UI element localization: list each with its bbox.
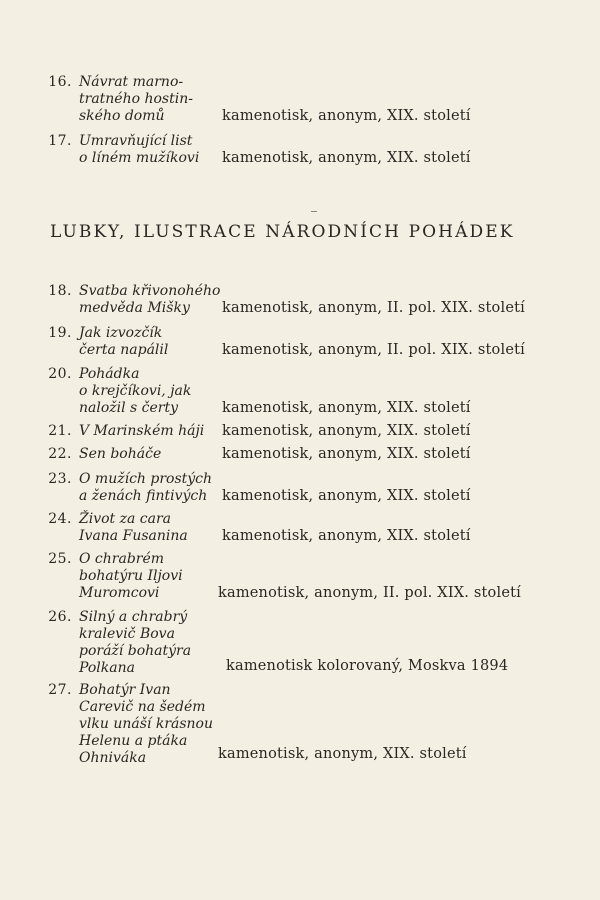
title-line: O chrabrém bbox=[79, 551, 165, 567]
title-line: Muromcovi bbox=[79, 585, 160, 601]
title-line: Umravňující list bbox=[79, 133, 193, 149]
title-line: o krejčíkovi, jak bbox=[79, 383, 192, 399]
entry-title bbox=[79, 325, 168, 359]
title-line: Carevič na šedém bbox=[79, 699, 206, 715]
entry-title bbox=[79, 366, 191, 417]
entry-description: kamenotisk, anonym, XIX. století bbox=[222, 150, 471, 166]
entry-description: kamenotisk, anonym, XIX. století bbox=[222, 423, 471, 439]
entry-description: kamenotisk, anonym, XIX. století bbox=[222, 446, 471, 462]
entry-description: kamenotisk, anonym, XIX. století bbox=[222, 528, 471, 544]
decorative-dash bbox=[311, 211, 317, 212]
title-line: o líném mužíkovi bbox=[79, 150, 200, 166]
section-heading: LUBKY, ILUSTRACE NÁRODNÍCH POHÁDEK bbox=[50, 222, 515, 242]
entry-number: 17. bbox=[48, 133, 72, 149]
title-line: kralevič Bova bbox=[79, 626, 175, 642]
entry-title bbox=[79, 609, 191, 677]
title-line: Návrat marno- bbox=[79, 74, 184, 90]
entry-title bbox=[79, 682, 213, 767]
entry-description: kamenotisk, anonym, XIX. století bbox=[222, 488, 471, 504]
entry-number: 20. bbox=[48, 366, 72, 382]
title-line: Sen boháče bbox=[79, 446, 162, 462]
title-line: poráží bohatýra bbox=[79, 643, 192, 659]
title-line: ského domů bbox=[79, 108, 165, 124]
title-line: bohatýru Iljovi bbox=[79, 568, 183, 584]
title-line: Svatba křivonohého bbox=[79, 283, 221, 299]
entry-number: 27. bbox=[48, 682, 72, 698]
title-line: naložil s čerty bbox=[79, 400, 179, 416]
entry-description: kamenotisk, anonym, II. pol. XIX. století bbox=[218, 585, 521, 601]
entry-title bbox=[79, 423, 204, 440]
title-line: Život za cara bbox=[79, 511, 172, 527]
entry-number: 25. bbox=[48, 551, 72, 567]
title-line: tratného hostin- bbox=[79, 91, 193, 107]
entry-title bbox=[79, 511, 188, 545]
title-line: Pohádka bbox=[79, 366, 140, 382]
entry-description: kamenotisk, anonym, XIX. století bbox=[222, 400, 471, 416]
entry-description: kamenotisk kolorovaný, Moskva 1894 bbox=[226, 658, 509, 674]
entry-title bbox=[79, 74, 193, 125]
entry-title bbox=[79, 283, 220, 317]
entry-description: kamenotisk, anonym, XIX. století bbox=[222, 108, 471, 124]
entry-number: 18. bbox=[48, 283, 72, 299]
entry-number: 21. bbox=[48, 423, 72, 439]
title-line: O mužích prostých bbox=[79, 471, 213, 487]
entry-number: 16. bbox=[48, 74, 72, 90]
entry-description: kamenotisk, anonym, II. pol. XIX. století bbox=[222, 300, 525, 316]
title-line: Silný a chrabrý bbox=[79, 609, 188, 625]
title-line: a ženách fintivých bbox=[79, 488, 208, 504]
entry-title bbox=[79, 551, 183, 602]
entry-number: 22. bbox=[48, 446, 72, 462]
title-line: Jak izvozčík bbox=[79, 325, 163, 341]
entry-description: kamenotisk, anonym, XIX. století bbox=[218, 746, 467, 762]
entry-number: 26. bbox=[48, 609, 72, 625]
title-line: Ivana Fusanina bbox=[79, 528, 188, 544]
entry-description: kamenotisk, anonym, II. pol. XIX. století bbox=[222, 342, 525, 358]
entry-title bbox=[79, 446, 161, 463]
title-line: čerta napálil bbox=[79, 342, 169, 358]
entry-number: 24. bbox=[48, 511, 72, 527]
title-line: Bohatýr Ivan bbox=[79, 682, 171, 698]
entry-title bbox=[79, 471, 212, 505]
entry-title bbox=[79, 133, 199, 167]
title-line: Ohniváka bbox=[79, 750, 147, 766]
title-line: Helenu a ptáka bbox=[79, 733, 188, 749]
title-line: vlku unáší krásnou bbox=[79, 716, 213, 732]
title-line: medvěda Mišky bbox=[79, 300, 190, 316]
entry-number: 19. bbox=[48, 325, 72, 341]
entry-number: 23. bbox=[48, 471, 72, 487]
title-line: V Marinském háji bbox=[79, 423, 205, 439]
title-line: Polkana bbox=[79, 660, 135, 676]
